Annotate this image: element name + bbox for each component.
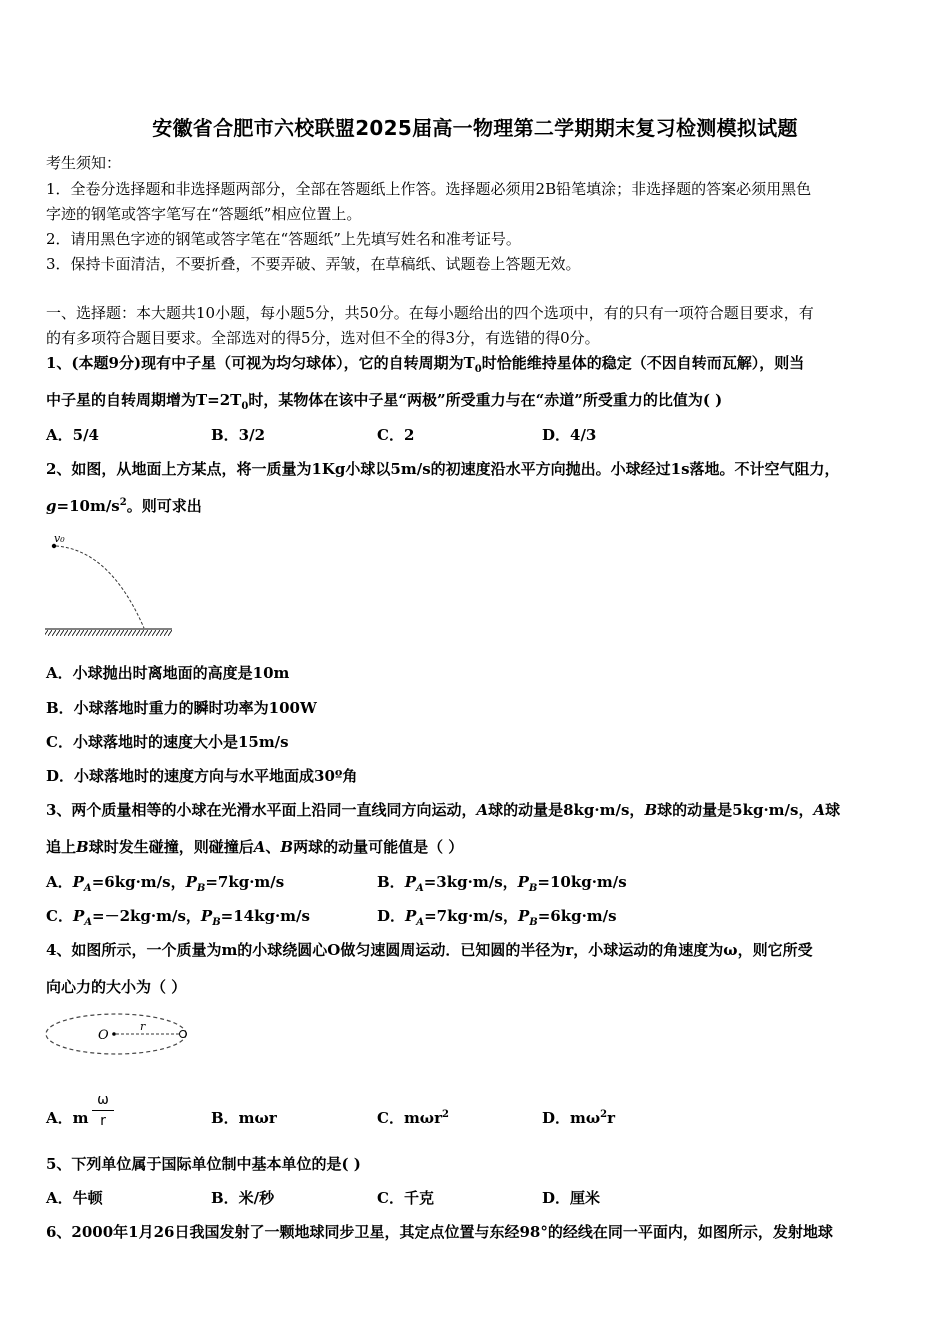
q3-B2: B <box>76 838 89 856</box>
fraction-numerator: ω <box>97 1092 109 1108</box>
q1-stem-line1 <box>46 352 804 375</box>
q2-g-exp: 2 <box>119 497 127 508</box>
q3-opt-c-p2: P <box>200 907 213 925</box>
q3-opt-b-pa: =3kg·m/s， <box>423 873 518 891</box>
q5-stem: 5、下列单位属于国际单位制中基本单位的是( ) <box>46 1155 361 1173</box>
q3-opt-d-letter: D． <box>377 907 406 925</box>
q3-option-d[interactable] <box>377 905 617 928</box>
q2-stem-line1: 2、如图，从地面上方某点，将一质量为1Kg小球以5m/s的初速度沿水平方向抛出。小球经过1s落地。不计空气阻力， <box>46 460 840 478</box>
ground-hatch <box>45 630 172 636</box>
q4-option-a[interactable] <box>46 1107 89 1128</box>
projectile-diagram <box>40 528 180 642</box>
q3-opt-d-p1: P <box>405 907 417 925</box>
q3-t2: 球的动量是8kg·m/s， <box>488 801 645 819</box>
q5-option-c[interactable]: C．千克 <box>377 1189 434 1207</box>
q3-B1: B <box>644 801 658 819</box>
q4-option-c[interactable] <box>377 1107 449 1128</box>
q3-t8: 两球的动量可能值是（ ） <box>293 838 464 856</box>
q2-option-d[interactable]: D．小球落地时的速度方向与水平地面成30º角 <box>46 767 358 785</box>
q3-opt-c-sub1: A <box>84 917 92 928</box>
q2-option-b[interactable]: B．小球落地时重力的瞬时功率为100W <box>46 699 317 717</box>
q2-stem-line2 <box>46 495 202 516</box>
q2-option-a[interactable]: A．小球抛出时离地面的高度是10m <box>46 664 290 682</box>
q3-t7: 、 <box>265 838 281 856</box>
fraction-denominator: r <box>100 1113 106 1129</box>
q3-t6: 球时发生碰撞，则碰撞后 <box>88 838 254 856</box>
q3-opt-b-p2: P <box>517 873 529 891</box>
q3-opt-d-pa: =7kg·m/s， <box>424 907 518 925</box>
q3-A3: A <box>253 838 266 856</box>
q3-opt-c-pb: =14kg·m/s <box>220 907 310 925</box>
q3-opt-a-pa: =6kg·m/s， <box>91 873 186 891</box>
q4-stem-line1: 4、如图所示，一个质量为m的小球绕圆心O做匀速圆周运动．已知圆的半径为r，小球运动的角速度为ω，则它所受 <box>46 941 813 959</box>
q3-option-c[interactable] <box>46 905 310 928</box>
q5-option-a[interactable]: A．牛顿 <box>46 1189 103 1207</box>
trajectory-curve <box>56 546 144 628</box>
q3-opt-a-p1: P <box>72 873 84 891</box>
q3-option-a[interactable] <box>46 871 284 894</box>
notice-item-1: 1．全卷分选择题和非选择题两部分，全部在答题纸上作答。选择题必须用2B铅笔填涂；非选择题的答案必须用黑色 <box>46 180 812 198</box>
q3-opt-c-pa: =－2kg·m/s， <box>92 907 201 925</box>
section-instructions-1: 一、选择题：本大题共10小题，每小题5分，共50分。在每小题给出的四个选项中，有的只有一项符合题目要求，有 <box>46 304 814 322</box>
q4-opt-a-prefix: A．m <box>46 1109 89 1127</box>
q3-opt-b-letter: B． <box>377 873 405 891</box>
q1-option-b[interactable]: B．3/2 <box>211 426 266 444</box>
q3-opt-c-p1: P <box>72 907 85 925</box>
q3-t5: 追上 <box>46 838 77 856</box>
q3-opt-a-sub2: B <box>196 883 206 894</box>
q3-opt-b-pb: =10kg·m/s <box>537 873 627 891</box>
q4-option-d[interactable] <box>542 1107 615 1128</box>
q4-opt-c-text: C．mωr <box>377 1109 442 1127</box>
section-instructions-2: 的有多项符合题目要求。全部选对的得5分，选对但不全的得3分，有选错的得0分。 <box>46 329 600 347</box>
q1-text-b: 时恰能维持星体的稳定（不因自转而瓦解），则当 <box>481 354 805 372</box>
q3-opt-c-sub2: B <box>212 917 221 928</box>
q3-opt-a-letter: A． <box>46 873 73 891</box>
q4-opt-c-sup: 2 <box>442 1109 449 1120</box>
q3-opt-a-p2: P <box>185 873 197 891</box>
q4-option-b[interactable]: B．mωr <box>211 1109 277 1127</box>
radius-label: r <box>140 1020 146 1033</box>
q3-t4: 球 <box>825 801 841 819</box>
q4-stem-line2: 向心力的大小为（ ） <box>46 978 187 996</box>
q1-sub2: 0 <box>241 401 249 412</box>
q1-text-a: 1、(本题9分)现有中子星（可视为均匀球体），它的自转周期为T <box>46 354 475 372</box>
q1-stem-line2 <box>46 389 722 412</box>
q2-stem-end: 。则可求出 <box>126 497 202 515</box>
q3-opt-c-letter: C． <box>46 907 73 925</box>
q3-opt-a-pb: =7kg·m/s <box>205 873 285 891</box>
q6-stem-line1: 6、2000年1月26日我国发射了一颗地球同步卫星，其定点位置与东经98°的经线在同一平面内，如图所示，发射地球 <box>46 1223 833 1241</box>
q3-opt-b-sub2: B <box>528 883 538 894</box>
initial-velocity-label: v₀ <box>54 532 65 545</box>
q3-stem-line2 <box>46 836 463 857</box>
q3-opt-d-sub1: A <box>416 917 425 928</box>
q3-option-b[interactable] <box>377 871 627 894</box>
q5-option-d[interactable]: D．厘米 <box>542 1189 601 1207</box>
q4-opt-d-text: D．mω <box>542 1109 601 1127</box>
q1-option-a[interactable]: A．5/4 <box>46 426 99 444</box>
center-point <box>112 1032 116 1036</box>
q3-A1: A <box>476 801 489 819</box>
q1-text-d: 时，某物体在该中子星“两极”所受重力与在“赤道”所受重力的比值为( ) <box>248 391 723 409</box>
fraction-bar <box>92 1110 114 1111</box>
q3-opt-d-pb: =6kg·m/s <box>537 907 617 925</box>
q2-option-c[interactable]: C．小球落地时的速度大小是15m/s <box>46 733 289 751</box>
q1-sub: 0 <box>474 364 482 375</box>
q2-g-symbol: g <box>46 497 57 515</box>
notice-item-2: 2．请用黑色字迹的钢笔或答字笔在“答题纸”上先填写姓名和准考证号。 <box>46 230 521 248</box>
q1-text-c: 中子星的自转周期增为T=2T <box>46 391 242 409</box>
q5-option-b[interactable]: B．米/秒 <box>211 1189 275 1207</box>
q3-opt-b-p1: P <box>404 873 416 891</box>
q3-opt-b-sub1: A <box>415 883 424 894</box>
page-title: 安徽省合肥市六校联盟2025届高一物理第二学期期末复习检测模拟试题 <box>152 116 798 140</box>
q4-opt-d-r: r <box>607 1109 616 1127</box>
q3-stem-line1 <box>46 799 840 820</box>
q2-g-value: =10m/s <box>56 497 120 515</box>
q3-A2: A <box>813 801 826 819</box>
q3-opt-d-p2: P <box>517 907 530 925</box>
center-label: O <box>98 1028 109 1043</box>
notice-heading: 考生须知： <box>46 154 122 172</box>
q1-option-d[interactable]: D．4/3 <box>542 426 597 444</box>
q3-t3: 球的动量是5kg·m/s， <box>657 801 814 819</box>
q1-option-c[interactable]: C．2 <box>377 426 415 444</box>
q3-t1: 3、两个质量相等的小球在光滑水平面上沿同一直线同方向运动， <box>46 801 477 819</box>
q3-opt-a-sub1: A <box>83 883 92 894</box>
circular-motion-diagram <box>42 1010 192 1060</box>
q4-opt-d-sup: 2 <box>600 1109 608 1120</box>
q4-option-a-fraction <box>92 1092 114 1129</box>
notice-item-3: 3．保持卡面清洁，不要折叠，不要弄破、弄皱，在草稿纸、试题卷上答题无效。 <box>46 255 581 273</box>
q3-opt-d-sub2: B <box>529 917 538 928</box>
notice-item-1-cont: 字迹的钢笔或答字笔写在“答题纸”相应位置上。 <box>46 205 362 223</box>
q3-B3: B <box>280 838 294 856</box>
